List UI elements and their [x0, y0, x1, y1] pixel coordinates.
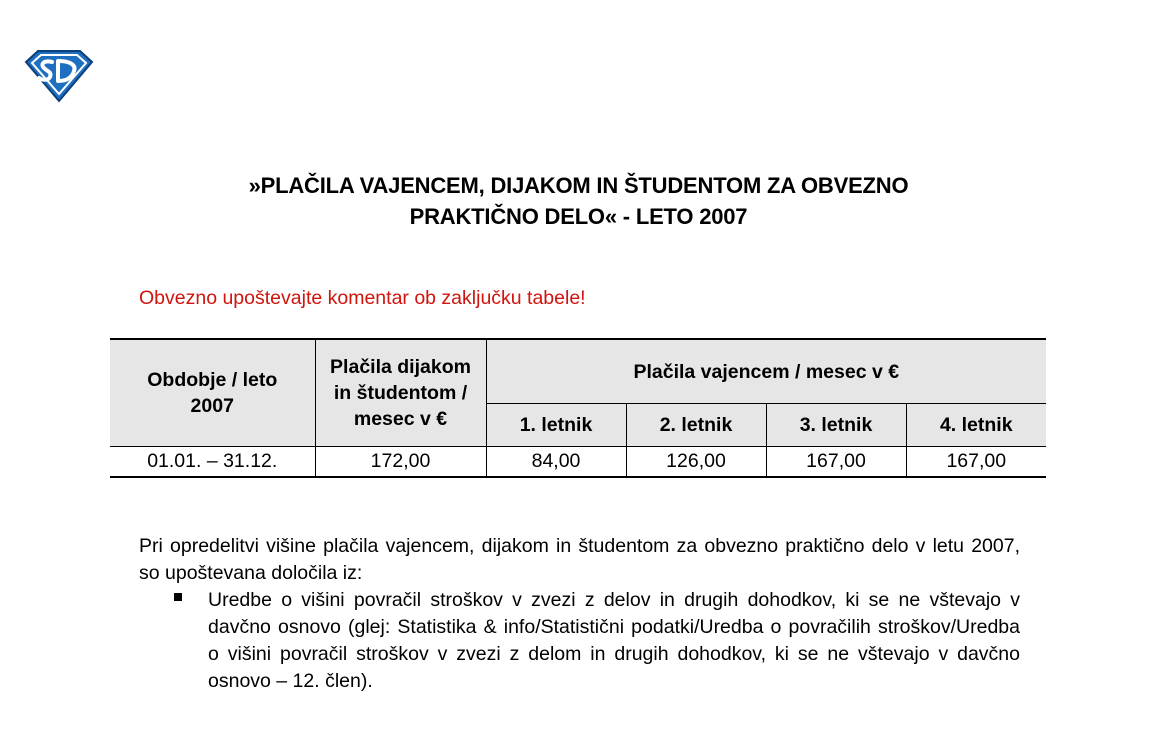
cell-period: 01.01. – 31.12. — [110, 447, 315, 478]
table-header-row — [110, 339, 1046, 404]
payments-table — [110, 338, 1046, 478]
document-title — [0, 170, 1157, 232]
explanation-paragraph — [139, 533, 1020, 587]
bullet-item: Uredbe o višini povračil stroškov v zvezi z delov in drugih dohodkov, ki se ne vštevajo v davčno osnovo (glej: Statistika & info/Statistični podatki/Uredba o povračilih stroškov/Uredba o višini povračil stroškov v zvezi z delom in drugih dohodkov, ki se ne vštevajo v davčno osnovo – 12. člen). — [208, 589, 1020, 692]
table-row — [110, 447, 1046, 478]
header-year-1: 1. letnik — [486, 404, 626, 447]
cell-year-1: 84,00 — [486, 447, 626, 478]
header-year-3: 3. letnik — [766, 404, 906, 447]
header-apprentices: Plačila vajencem / mesec v € — [486, 339, 1046, 404]
header-students: Plačila dijakom in študentom / mesec v € — [315, 339, 486, 447]
sd-shield-logo — [22, 48, 96, 104]
warning-note: Obvezno upoštevajte komentar ob zaključku tabele! — [139, 287, 586, 309]
paragraph-text: Pri opredelitvi višine plačila vajencem, dijakom in študentom za obvezno praktično delo v letu 2007, so upoštevana določila iz: — [139, 535, 1020, 584]
title-line-2: PRAKTIČNO DELO« - LETO 2007 — [409, 204, 748, 229]
bullet-square-icon — [174, 593, 182, 601]
cell-year-3: 167,00 — [766, 447, 906, 478]
header-year-2: 2. letnik — [626, 404, 766, 447]
header-year-4: 4. letnik — [906, 404, 1046, 447]
cell-year-4: 167,00 — [906, 447, 1046, 478]
cell-year-2: 126,00 — [626, 447, 766, 478]
cell-students: 172,00 — [315, 447, 486, 478]
title-line-1: »PLAČILA VAJENCEM, DIJAKOM IN ŠTUDENTOM ZA OBVEZNO — [248, 173, 909, 198]
header-period: Obdobje / leto 2007 — [110, 339, 315, 447]
